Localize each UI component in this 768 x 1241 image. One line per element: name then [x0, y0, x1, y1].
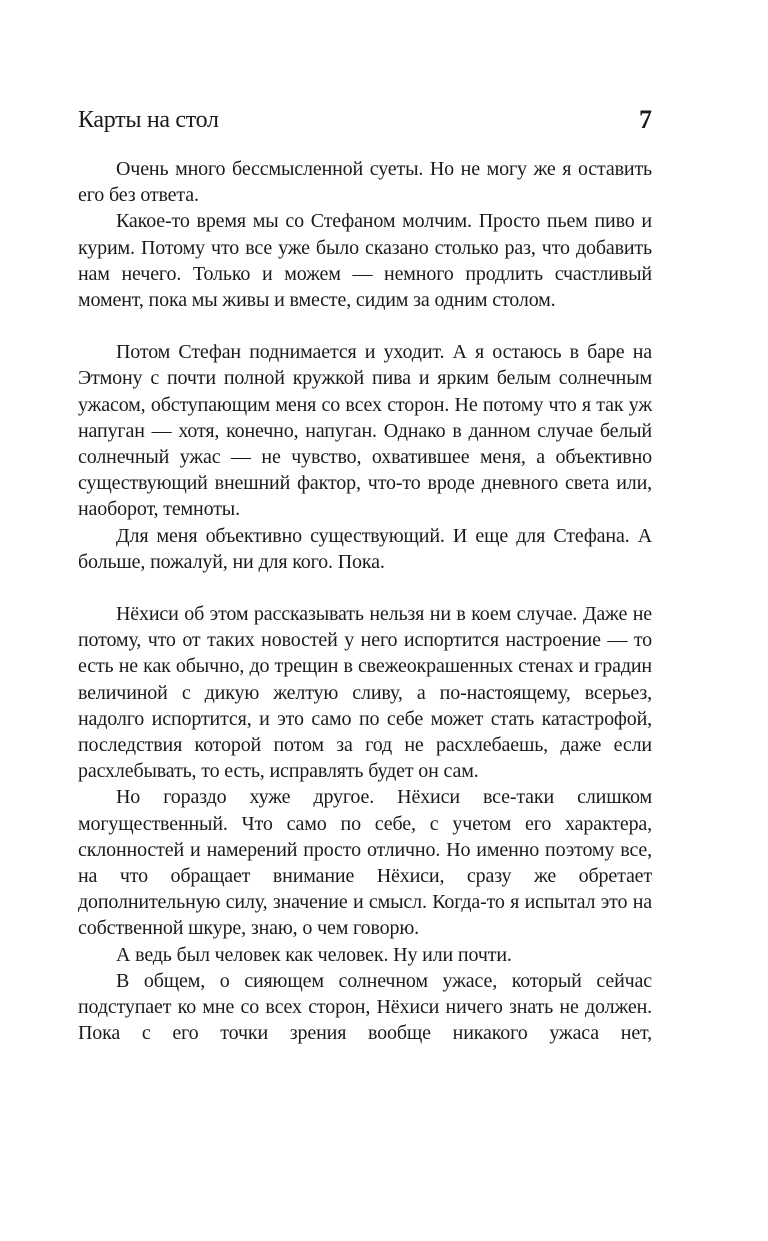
paragraph: В общем, о сияющем солнечном ужасе, который сейчас подступает ко мне со всех сторон, Нёхиси ничего знать не должен. Пока с его точки зрения вообще никакого ужаса нет,	[78, 969, 652, 1045]
paragraph: Для меня объективно существующий. И еще для Стефана. А больше, пожалуй, ни для кого. Пока.	[78, 524, 652, 573]
section-break	[78, 575, 652, 601]
body-text	[78, 156, 652, 1047]
paragraph: Потом Стефан поднимается и уходит. А я остаюсь в баре на Этмону с почти полной кружкой пива и ярким белым солнечным ужасом, обступающим меня со всех сторон. Не потому что я так уж напуган — хотя, конечно, напуган. Однако в данном случае белый солнечный ужас — не чувство, охватившее меня, а объективно существующий внешний фактор, что-то вроде дневного света или, наоборот, темноты.	[78, 341, 652, 521]
page-number: 7	[639, 105, 652, 134]
section-break	[78, 313, 652, 339]
paragraph: А ведь был человек как человек. Ну или почти.	[116, 943, 512, 966]
page-header	[78, 100, 652, 140]
paragraph: Очень много бессмысленной суеты. Но не могу же я оставить его без ответа.	[78, 158, 652, 207]
paragraph: Какое-то время мы со Стефаном молчим. Просто пьем пиво и курим. Потому что все уже было сказано столько раз, что добавить нам нечего. Только и можем — немного продлить счастливый момент, пока мы живы и вместе, сидим за одним столом.	[78, 210, 652, 312]
paragraph: Нёхиси об этом рассказывать нельзя ни в коем случае. Даже не потому, что от таких новостей у него испортится настроение — то есть не как обычно, до трещин в свежеокрашенных стенах и градин величиной с дикую желтую сливу, а по-настоящему, всерьез, надолго испортится, и это само по себе может стать катастрофой, последствия которой потом за год не расхлебаешь, даже если расхлебывать, то есть, исправлять будет он сам.	[78, 603, 652, 783]
running-title: Карты на стол	[78, 107, 219, 133]
paragraph: Но гораздо хуже другое. Нёхиси все-таки слишком могущественный. Что само по себе, с учетом его характера, склонностей и намерений просто отлично. Но именно поэтому все, на что обращает внимание Нёхиси, сразу же обретает дополнительную силу, значение и смысл. Когда-то я испытал это на собственной шкуре, знаю, о чем говорю.	[78, 786, 652, 940]
